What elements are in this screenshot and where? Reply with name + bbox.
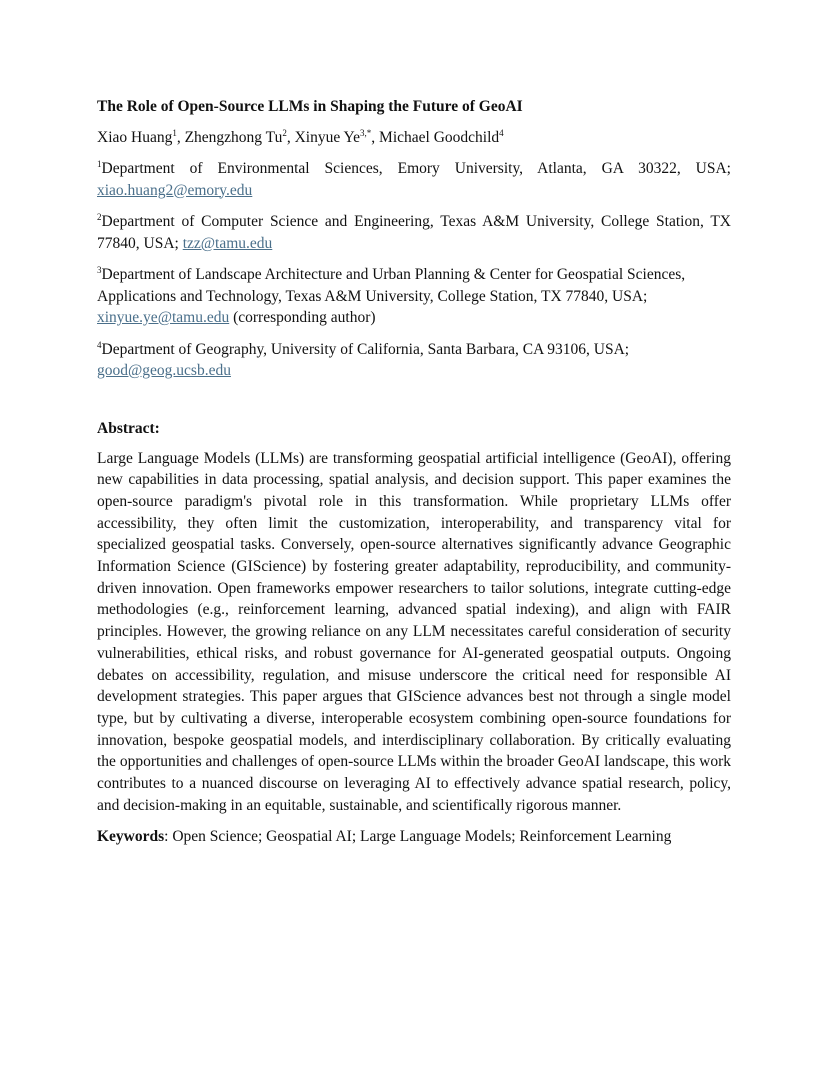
affiliation-number: 2 bbox=[97, 211, 102, 222]
affiliation-text: Department of Environmental Sciences, Emory University, Atlanta, GA 30322, USA; bbox=[101, 160, 731, 177]
affiliation-1 bbox=[97, 158, 731, 201]
affiliation-text: Department of Landscape Architecture and Urban Planning & Center for Geospatial Sciences, Applications and Technology, Texas A&M University, College Station, TX 77840, USA; bbox=[97, 266, 686, 305]
email-link[interactable]: tzz@tamu.edu bbox=[182, 234, 273, 252]
affiliation-number: 1 bbox=[97, 158, 102, 169]
abstract-heading: Abstract: bbox=[97, 419, 160, 437]
keywords-label: Keywords bbox=[97, 828, 165, 846]
author-affiliation-mark: 4 bbox=[499, 127, 504, 138]
affiliation-number: 3 bbox=[97, 264, 102, 275]
author-separator: , bbox=[286, 129, 295, 146]
abstract-text: Large Language Models (LLMs) are transforming geospatial artificial intelligence (GeoAI), offering new capabilities in data processing, spatial analysis, and decision support. This paper examines the open-source paradigm's pivotal role in this transformation. While proprietary LLMs offer accessibility, they often limit the customization, interoperability, and transparency vital for specialized geospatial tasks. Conversely, open-source alternatives significantly advance Geographic Information Science (GIScience) by fostering greater adaptability, reproducibility, and community-driven innovation. Open frameworks empower researchers to tailor solutions, integrate cutting-edge methodologies (e.g., reinforcement learning, advanced spatial indexing), and align with FAIR principles. However, the growing reliance on any LLM necessitates careful consideration of security vulnerabilities, ethical risks, and robust governance for AI-generated geospatial outputs. Ongoing debates on accessibility, regulation, and misuse underscore the critical need for responsible AI development strategies. This paper argues that GIScience advances best not through a single model type, but by cultivating a diverse, interoperable ecosystem combining open-source foundations for innovation, bespoke geospatial models, and interdisciplinary collaboration. By critically evaluating the opportunities and challenges of open-source LLMs within the broader GeoAI landscape, this work contributes to a nuanced discourse on leveraging AI to effectively advance spatial research, policy, and decision-making in an equitable, sustainable, and scientifically rigorous manner. bbox=[97, 449, 731, 814]
author-separator: , bbox=[371, 129, 380, 146]
author-affiliation-mark: 3,* bbox=[360, 127, 372, 138]
author-name: Zhengzhong Tu bbox=[184, 129, 283, 146]
affiliation-number: 4 bbox=[97, 339, 102, 350]
keywords-text: : Open Science; Geospatial AI; Large Language Models; Reinforcement Learning bbox=[164, 828, 672, 846]
author-affiliation-mark: 2 bbox=[282, 127, 287, 138]
author-name: Xiao Huang bbox=[97, 129, 173, 146]
author-name: Xinyue Ye bbox=[294, 129, 361, 146]
affiliation-3 bbox=[97, 264, 731, 329]
author-name: Michael Goodchild bbox=[379, 129, 500, 146]
affiliation-text: Department of Computer Science and Engineering, Texas A&M University, College Station, TX 77840, USA; bbox=[97, 213, 731, 252]
email-link[interactable]: good@geog.ucsb.edu bbox=[97, 362, 231, 379]
affiliation-4 bbox=[97, 339, 731, 382]
author-affiliation-mark: 1 bbox=[172, 127, 177, 138]
keywords-line bbox=[97, 826, 731, 848]
email-link[interactable]: xiao.huang2@emory.edu bbox=[97, 181, 253, 199]
author-separator: , bbox=[176, 129, 185, 146]
affiliation-text: Department of Geography, University of California, Santa Barbara, CA 93106, USA; bbox=[101, 340, 630, 358]
author-list bbox=[97, 127, 731, 149]
paper-page bbox=[97, 96, 731, 848]
email-link[interactable]: xinyue.ye@tamu.edu bbox=[97, 309, 230, 326]
affiliation-note: (corresponding author) bbox=[229, 309, 376, 326]
affiliation-2 bbox=[97, 211, 731, 254]
paper-title: The Role of Open-Source LLMs in Shaping the Future of GeoAI bbox=[97, 98, 523, 115]
